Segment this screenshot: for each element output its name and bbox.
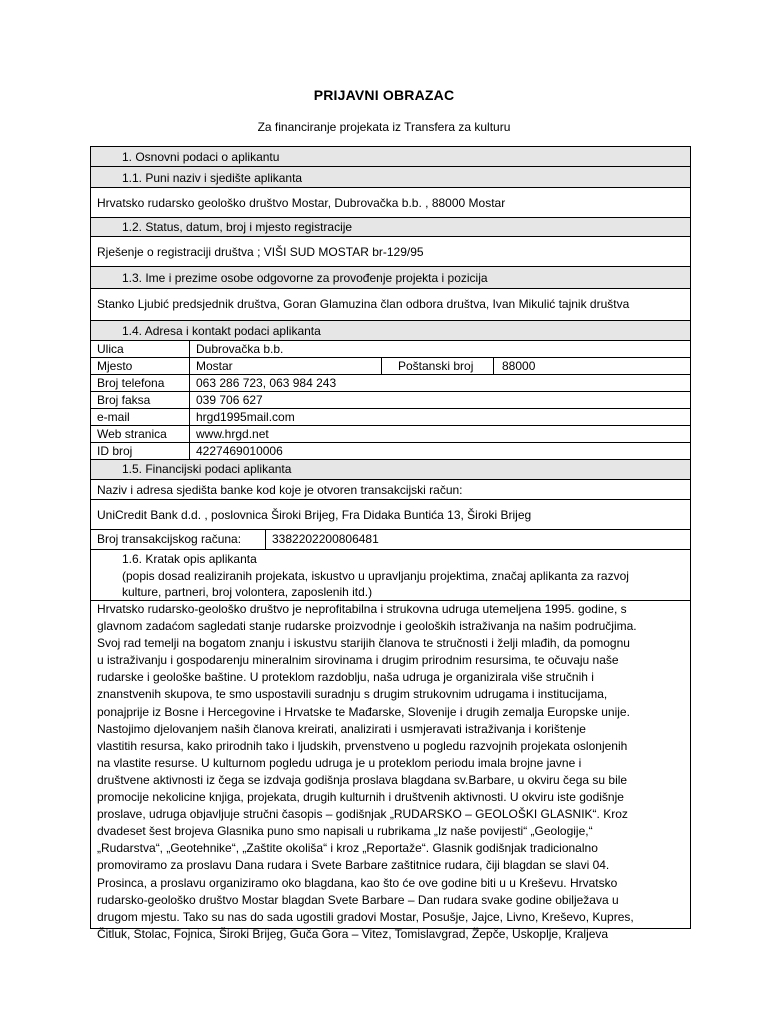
description-line: na vlastite resurse. U kulturnom pogledu udruga je u proteklom periodu imala brojne javne i — [97, 755, 582, 770]
id-label: ID broj — [97, 444, 133, 458]
section-1-1-label-row — [91, 167, 690, 188]
contact-row-web — [91, 426, 690, 443]
postanski-broj-label: Poštanski broj — [381, 358, 493, 374]
web-value: www.hrgd.net — [189, 426, 381, 442]
description-line: ponajprije iz Bosne i Hercegovine i Hrvatske te Mađarske, Slovenije i drugih zemalja Europske unije. — [97, 704, 630, 719]
telefon-value: 063 286 723, 063 984 243 — [189, 375, 381, 391]
section-1-heading: 1. Osnovni podaci o aplikantu — [122, 150, 280, 164]
id-value: 4227469010006 — [189, 443, 381, 459]
section-1-1-value-row — [91, 188, 690, 218]
description-line: Nastojimo djelovanjem naših članova kreirati, analizirati i usmjeravati istraživanja i korištenje — [97, 721, 586, 736]
ulica-label: Ulica — [97, 342, 124, 356]
contact-row-email — [91, 409, 690, 426]
section-1-2-label-row — [91, 218, 690, 237]
applicant-description — [91, 601, 690, 941]
mjesto-value: Mostar — [189, 358, 381, 374]
description-line: promocije nekolicine knjiga, projekata, drugih kulturnih i društvenih aktivnosti. U okviru iste godišnje — [97, 790, 624, 805]
section-1-3-label-row — [91, 267, 690, 289]
contact-row-faks — [91, 392, 690, 409]
description-line: Čitluk, Stolac, Fojnica, Široki Brijeg, Guča Gora – Vitez, Tomislavgrad, Žepče, Uskoplje, Kraljeva — [97, 926, 609, 941]
section-1-6-header — [91, 550, 690, 601]
bank-value: UniCredit Bank d.d. , poslovnica Široki Brijeg, Fra Didaka Buntića 13, Široki Brijeg — [97, 508, 532, 522]
contact-row-telefon — [91, 375, 690, 392]
section-1-2-label: 1.2. Status, datum, broj i mjesto registracije — [122, 220, 353, 234]
applicant-name-value: Hrvatsko rudarsko geološko društvo Mostar, Dubrovačka b.b. , 88000 Mostar — [97, 196, 506, 210]
section-1-6-label: 1.6. Kratak opis aplikanta — [122, 552, 257, 566]
section-1-4-label-row — [91, 321, 690, 341]
bank-label-row — [91, 480, 690, 500]
email-label: e-mail — [97, 410, 130, 424]
account-value: 3382202200806481 — [265, 530, 690, 549]
section-1-3-label: 1.3. Ime i prezime osobe odgovorne za provođenje projekta i pozicija — [122, 271, 488, 285]
section-1-1-label: 1.1. Puni naziv i sjedište aplikanta — [122, 171, 303, 185]
email-value: hrgd1995mail.com — [189, 409, 381, 425]
description-line: u istraživanju i gospodarenju mineralnim sirovinama i drugim prirodnim resursima, te očuvaju naše — [97, 653, 619, 668]
description-line: Svoj rad temelji na bogatom znanju i iskustvu starijih članova te stručnosti i želji mlađih, da pomognu — [97, 636, 630, 651]
account-label: Broj transakcijskog računa: — [97, 532, 242, 546]
application-form-table — [90, 146, 691, 941]
ulica-value: Dubrovačka b.b. — [189, 341, 690, 357]
description-line: rudarsko-geološko društvo Mostar blagdan Svete Barbare – Dan rudara svake godine obilježava u — [97, 892, 619, 907]
section-1-6-note-line-1: (popis dosad realiziranih projekata, iskustvo u upravljanju projektima, značaj aplikanta za razvoj — [122, 569, 629, 583]
description-line: Hrvatsko rudarsko-geološko društvo je neprofitabilna i strukovna udruga utemeljena 1995. godine, s — [97, 602, 627, 616]
description-line: promoviramo za proslavu Dana rudara i Svete Barbare zaštitnice rudara, čiji blagdan se slavi 04. — [97, 858, 610, 873]
section-1-4-label: 1.4. Adresa i kontakt podaci aplikanta — [122, 324, 321, 338]
bank-value-row — [91, 500, 690, 530]
description-line: znanstvenih skupova, te smo uspostavili suradnju s drugim strukovnim udrugama i institucijama, — [97, 687, 608, 702]
telefon-label: Broj telefona — [97, 376, 165, 390]
faks-label: Broj faksa — [97, 393, 151, 407]
description-line: društvene aktivnosti iz čega se izdvaja godišnja proslava blagdana sv.Barbare, u okviru čega su bile — [97, 772, 628, 787]
section-1-heading-row — [91, 147, 690, 167]
description-line: vlastitih resursa, kako prirodnih tako i ljudskih, prvenstveno u pogledu razvojnih projekata oslonjenih — [97, 738, 628, 753]
description-line: proslave, udruga objavljuje stručni časopis – godišnjak „RUDARSKO – GEOLOŠKI GLASNIK“. Kroz — [97, 807, 628, 822]
bank-label: Naziv i adresa sjedišta banke kod koje je otvoren transakcijski račun: — [97, 483, 463, 497]
mjesto-label: Mjesto — [97, 359, 133, 373]
description-line: glavnom zadaćom sagledati stanje rudarske proizvodnje i geoloških istraživanja na našim područjima. — [97, 619, 637, 634]
account-row — [91, 530, 690, 550]
form-title: PRIJAVNI OBRAZAC — [313, 87, 455, 103]
description-line: „Rudarstva“, „Geotehnike“, „Zaštite okoliša“ i kroz „Reportaže“. Glasnik godišnjak tradicionalno — [97, 841, 598, 856]
section-1-6-note-line-2: kulture, partneri, broj volontera, zaposlenih itd.) — [122, 585, 373, 599]
section-1-5-label: 1.5. Financijski podaci aplikanta — [122, 462, 292, 476]
contact-row-ulica — [91, 341, 690, 358]
form-subtitle: Za financiranje projekata iz Transfera za kulturu — [257, 120, 511, 134]
web-label: Web stranica — [97, 427, 167, 441]
registration-value: Rješenje o registraciji društva ; VIŠI SUD MOSTAR br-129/95 — [97, 245, 424, 259]
description-line: rudarske i geološke baštine. U proteklom razdoblju, naša udruga je organizirala više stručnih i — [97, 670, 594, 685]
description-line: Prosinca, a proslavu organiziramo oko blagdana, kao što će ove godine biti u u Kreševu. Hrvatsko — [97, 875, 618, 890]
contact-row-id — [91, 443, 690, 460]
description-line: dvadeset šest brojeva Glasnika puno smo napisali u rubrikama „Iz naše povijesti“ „Geologije,“ — [97, 824, 593, 839]
postanski-broj-value: 88000 — [493, 358, 690, 374]
faks-value: 039 706 627 — [189, 392, 381, 408]
section-1-5-label-row — [91, 460, 690, 480]
responsible-persons-value: Stanko Ljubić predsjednik društva, Goran Glamuzina član odbora društva, Ivan Mikulić tajnik društva — [97, 297, 630, 311]
description-line: drugom mjestu. Tako su nas do sada ugostili gradovi Mostar, Posušje, Jajce, Livno, Kreševo, Kupres, — [97, 909, 634, 924]
section-1-2-value-row — [91, 237, 690, 267]
contact-row-mjesto — [91, 358, 690, 375]
section-1-3-value-row — [91, 289, 690, 321]
